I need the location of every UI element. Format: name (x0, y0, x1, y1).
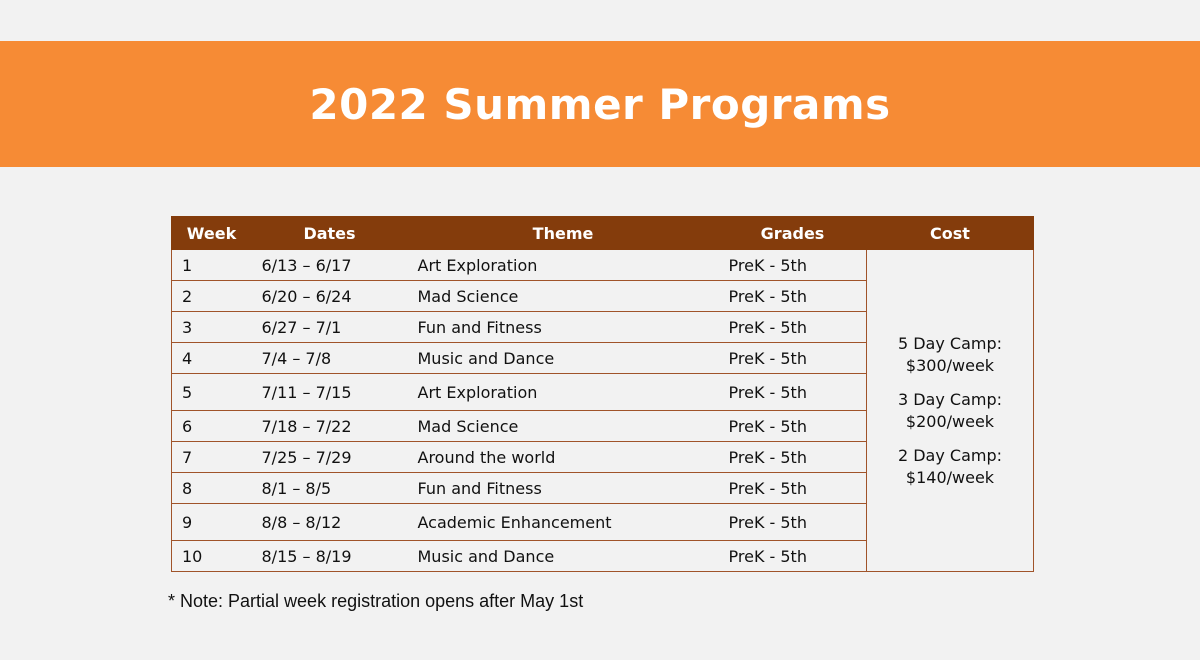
grades-cell: PreK - 5th (719, 250, 867, 281)
dates-cell: 7/11 – 7/15 (252, 374, 408, 411)
cost-label: 5 Day Camp: (897, 333, 1003, 353)
theme-cell: Art Exploration (408, 250, 719, 281)
dates-cell: 6/20 – 6/24 (252, 281, 408, 312)
header-dates: Dates (252, 217, 408, 250)
week-cell: 9 (172, 504, 252, 541)
dates-cell: 7/18 – 7/22 (252, 411, 408, 442)
cost-option (867, 445, 1033, 489)
dates-cell: 8/1 – 8/5 (252, 473, 408, 504)
week-cell: 5 (172, 374, 252, 411)
theme-cell: Music and Dance (408, 541, 719, 572)
cost-price: $140/week (905, 467, 995, 487)
week-cell: 2 (172, 281, 252, 312)
dates-cell: 6/27 – 7/1 (252, 312, 408, 343)
header-week: Week (172, 217, 252, 250)
grades-cell: PreK - 5th (719, 281, 867, 312)
theme-cell: Mad Science (408, 411, 719, 442)
schedule-table (171, 216, 1034, 572)
theme-cell: Fun and Fitness (408, 312, 719, 343)
page-title: 2022 Summer Programs (309, 79, 891, 129)
theme-cell: Mad Science (408, 281, 719, 312)
week-cell: 1 (172, 250, 252, 281)
table-header-row (172, 217, 1034, 250)
cost-price: $200/week (905, 411, 995, 431)
cost-price: $300/week (905, 355, 995, 375)
grades-cell: PreK - 5th (719, 504, 867, 541)
grades-cell: PreK - 5th (719, 541, 867, 572)
theme-cell: Academic Enhancement (408, 504, 719, 541)
theme-cell: Art Exploration (408, 374, 719, 411)
header-grades: Grades (719, 217, 867, 250)
grades-cell: PreK - 5th (719, 312, 867, 343)
theme-cell: Fun and Fitness (408, 473, 719, 504)
header-theme: Theme (408, 217, 719, 250)
cost-option (867, 333, 1033, 377)
dates-cell: 8/8 – 8/12 (252, 504, 408, 541)
title-banner (0, 41, 1200, 167)
grades-cell: PreK - 5th (719, 473, 867, 504)
header-cost: Cost (867, 217, 1034, 250)
week-cell: 3 (172, 312, 252, 343)
footnote: * Note: Partial week registration opens after May 1st (168, 591, 584, 611)
theme-cell: Music and Dance (408, 343, 719, 374)
cost-label: 2 Day Camp: (897, 445, 1003, 465)
grades-cell: PreK - 5th (719, 442, 867, 473)
dates-cell: 7/25 – 7/29 (252, 442, 408, 473)
grades-cell: PreK - 5th (719, 411, 867, 442)
dates-cell: 6/13 – 6/17 (252, 250, 408, 281)
cost-label: 3 Day Camp: (897, 389, 1003, 409)
week-cell: 7 (172, 442, 252, 473)
grades-cell: PreK - 5th (719, 343, 867, 374)
dates-cell: 7/4 – 7/8 (252, 343, 408, 374)
cost-option (867, 389, 1033, 433)
dates-cell: 8/15 – 8/19 (252, 541, 408, 572)
grades-cell: PreK - 5th (719, 374, 867, 411)
week-cell: 8 (172, 473, 252, 504)
theme-cell: Around the world (408, 442, 719, 473)
cost-cell (867, 250, 1034, 572)
week-cell: 6 (172, 411, 252, 442)
week-cell: 4 (172, 343, 252, 374)
week-cell: 10 (172, 541, 252, 572)
table-row (172, 250, 1034, 281)
